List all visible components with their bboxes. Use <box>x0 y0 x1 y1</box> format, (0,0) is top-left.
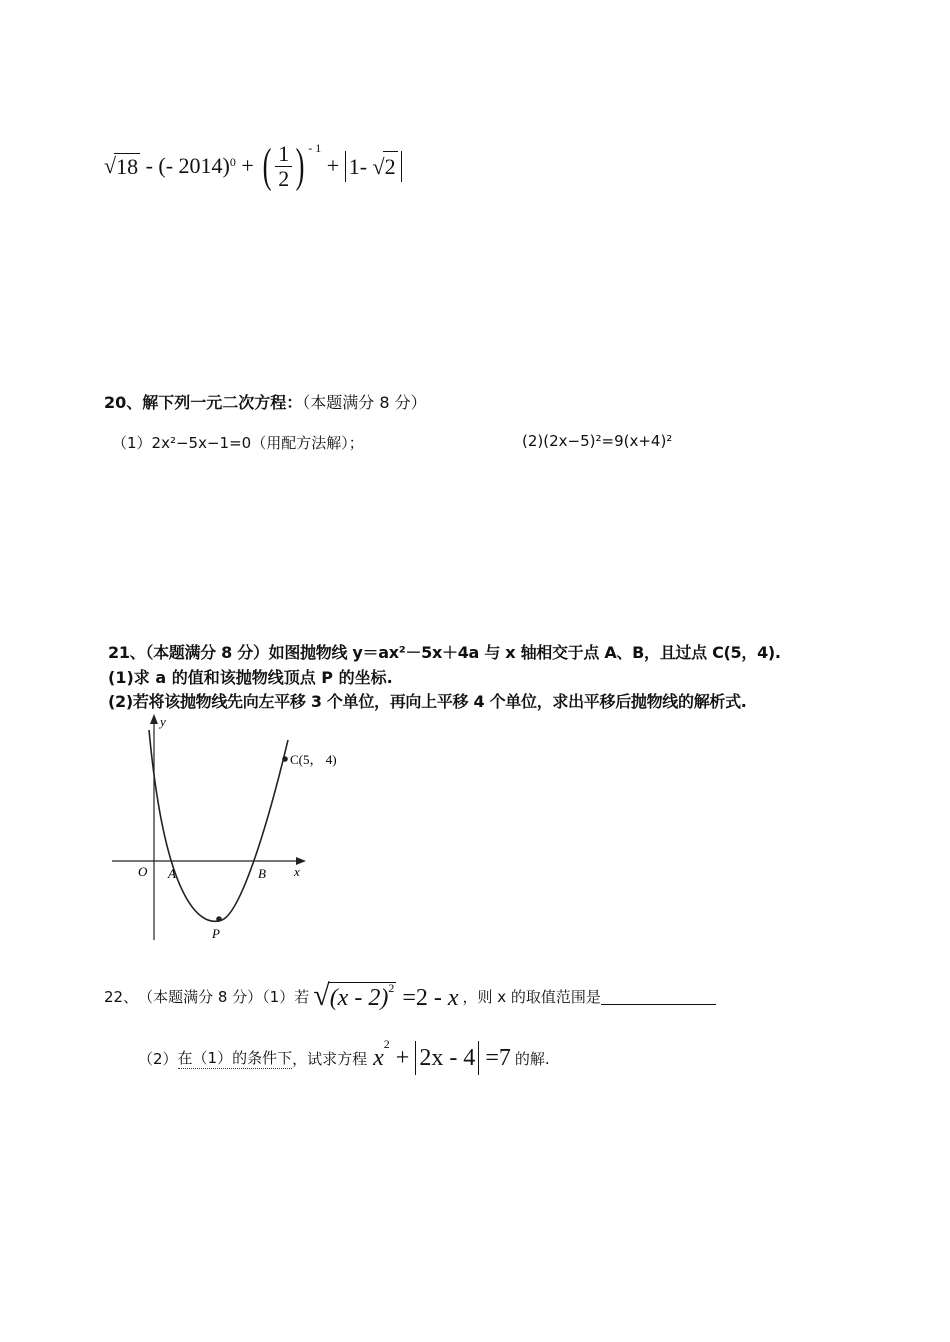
q22-part2-prefix: （2） <box>138 1049 178 1068</box>
q22-number: 22、 <box>104 987 139 1006</box>
q20-title: 20、解下列一元二次方程： <box>104 393 303 412</box>
x-axis-label: x <box>294 864 300 879</box>
q22-equation: √(x - 2)$^2$ =2 - x <box>313 979 459 1012</box>
abs-prefix: 1- <box>348 153 373 179</box>
plus-sign: + <box>235 153 260 178</box>
absolute-value: 1- √2 <box>345 151 402 182</box>
q20-heading <box>104 390 427 413</box>
q21-line3: (2)若将该抛物线先向左平移 3 个单位，再向上平移 4 个单位，求出平移后抛物线的解析式. <box>108 692 747 711</box>
fraction-half <box>275 142 292 191</box>
q19-expression <box>104 138 402 194</box>
point-b-label: B <box>258 866 266 881</box>
q21-line2: (1)求 a 的值和该抛物线顶点 P 的坐标. <box>108 668 393 687</box>
q22-line1 <box>104 976 716 1016</box>
answer-blank[interactable] <box>601 988 716 1005</box>
fraction-numerator: 1 <box>275 142 292 167</box>
exponent-zero: 0 <box>229 154 236 169</box>
radicand-2: 2 <box>383 151 398 182</box>
q22-part2-end: 的解. <box>514 1049 550 1068</box>
q22-part2-mid: ，试求方程 <box>292 1049 368 1068</box>
eq2-plus: + <box>389 1045 416 1071</box>
q22-eq-left: (x - 2) <box>329 985 389 1011</box>
q22-score: （本题满分 8 分）（1）若 <box>138 987 310 1006</box>
minus-sign: - <box>140 153 159 178</box>
q22-line2 <box>138 1038 550 1078</box>
q22-part2-condition: 在（1）的条件下 <box>177 1049 293 1067</box>
point-a-label: A <box>168 866 176 881</box>
sqrt-sign: √ <box>104 153 117 178</box>
parabola-graph <box>104 712 364 947</box>
exponent-neg-one: - 1 <box>308 140 322 155</box>
eq2-abs: 2x - 4 <box>415 1041 479 1075</box>
q20-part2: (2)(2x−5)²=9(x+4)² <box>522 432 673 450</box>
radicand-18: 18 <box>116 153 139 179</box>
right-paren: ) <box>295 139 305 192</box>
vertex-label: P <box>212 926 220 941</box>
origin-label: O <box>138 864 148 879</box>
q22-equation2 <box>373 1037 511 1075</box>
fraction-denominator: 2 <box>278 165 290 191</box>
parabola-curve <box>149 730 288 921</box>
q20-score: （本题满分 8 分） <box>302 393 427 412</box>
y-axis-label: y <box>160 714 166 729</box>
point-c <box>282 756 288 762</box>
q22-eq-var: x <box>447 985 459 1011</box>
q22-after: ，则 x 的取值范围是 <box>462 987 601 1006</box>
q22-eq-exp: 2 <box>388 981 395 995</box>
vertex-point-p <box>216 916 222 922</box>
term-neg2014: (- 2014) <box>158 153 230 178</box>
eq2-exp: 2 <box>383 1037 390 1051</box>
left-paren: ( <box>262 139 272 192</box>
q22-eq-right: =2 - <box>402 985 448 1011</box>
q21-line1: 21、（本题满分 8 分）如图抛物线 y＝ax²－5x＋4a 与 x 轴相交于点 A、B，且过点 C(5，4). <box>108 643 781 662</box>
q20-part1: （1）2x²−5x−1=0（用配方法解）； <box>112 434 364 452</box>
point-c-label: C(5， 4) <box>290 752 337 767</box>
plus-sign-2: + <box>321 153 345 178</box>
y-axis-arrow <box>150 714 158 724</box>
eq2-x: x <box>373 1045 384 1071</box>
eq2-eq: =7 <box>479 1045 511 1071</box>
